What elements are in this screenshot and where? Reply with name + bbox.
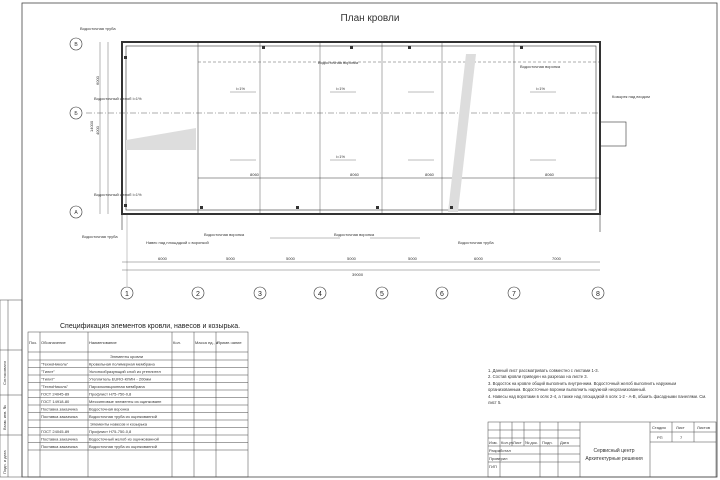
svg-text:6: 6 [440, 291, 444, 298]
spec-title: Спецификация элементов кровли, навесов и козырька. [60, 323, 241, 330]
stamp-project: Сервисный центр [593, 448, 635, 454]
span-dim: 5000 [226, 256, 235, 261]
spec-header-cell: Приме-чание [217, 340, 242, 345]
stamp-col: Лист [513, 440, 522, 445]
side-stamp-label: Подп. и дата [2, 450, 7, 474]
slope-label: i=1% [236, 86, 246, 91]
spec-header-cell: Поз. [29, 340, 37, 345]
span-dim: 6000 [474, 256, 483, 261]
svg-text:1: 1 [125, 291, 129, 298]
spec-cell: "Тилит" [41, 376, 55, 382]
svg-text:3: 3 [258, 291, 262, 298]
svg-text:8: 8 [596, 291, 600, 298]
label-funnel-top: Водосточная воронка [318, 60, 359, 65]
svg-text:А: А [74, 210, 78, 216]
canopy-right [600, 122, 626, 146]
note: 4. Навесы над воротами в осях 2-4, а также над площадкой в осях 1-2 - А-В, обшить фасадными панелями. См. лист 5. [488, 393, 707, 406]
spec-cell: "ТехноНиколь" [41, 384, 69, 389]
bay-label-2: 8060 [350, 172, 359, 177]
svg-text:Б: Б [74, 111, 78, 117]
stamp-sheet: 7 [680, 435, 683, 440]
svg-text:4: 4 [318, 291, 322, 298]
span-dim: 5000 [286, 256, 295, 261]
label-canopy-funnel: Водосточная воронка [204, 232, 245, 237]
span-dim: 5000 [347, 256, 356, 261]
label-drain-pipe: Водосточная труба [80, 26, 116, 31]
stamp-sheet-label: Лист [676, 425, 685, 430]
stamp-stage: РП [657, 435, 663, 440]
spec-cell: Кровельная полимерная мембрана [89, 361, 155, 367]
slope-label: i=1% [336, 86, 346, 91]
label-funnel-top-right: Водосточная воронка [520, 64, 561, 69]
bay-label-3: 8060 [425, 172, 434, 177]
stamp-section: Архитектурные решения [585, 456, 643, 462]
label-funnel-bottom: Водосточная воронка [334, 232, 375, 237]
spec-cell: ГОСТ 24045-89 [41, 391, 70, 397]
bay-label-4: 8060 [545, 172, 554, 177]
spec-cell: Профлист Н75-750-0,8 [89, 391, 132, 397]
spec-cell: Уклонообразующий слой из утеплител [89, 369, 161, 374]
spec-cell: "Тилит" [41, 369, 55, 374]
svg-text:В: В [74, 42, 78, 48]
svg-text:2: 2 [196, 291, 200, 298]
canopy-left [126, 128, 196, 150]
side-dim: 4000 [95, 126, 100, 135]
spec-header-cell: Масса ед., кг [195, 340, 219, 345]
gutter-slope [448, 54, 476, 212]
stamp-col: Дата [560, 440, 569, 445]
spec-cell: Водосточный желоб из оцинкованной [89, 436, 159, 442]
dim-chain [122, 262, 600, 270]
label-canopy-bottom: Навес над площадкой с воронкой [146, 240, 209, 245]
label-drain-pipe-bottom-left: Водосточная труба [82, 234, 118, 239]
spec-cell: Профлист Н75-750-0,8 [89, 429, 132, 434]
spec-section-title: Элементы кровли [110, 354, 144, 359]
spec-cell: Водосточная труба из оцинкованной [89, 414, 158, 419]
spec-cell: Водосточная труба из оцинкованной [89, 444, 158, 449]
spec-cell: Утеплитель EURO-КЛИН - 200мм [89, 376, 152, 382]
label-gutter-left-2: Водосточный желоб i=1% [94, 192, 142, 197]
stamp-sheets-label: Листов [697, 425, 710, 430]
note: 3. Водосток на кровле общий выполнить внутренним. Водосточный желоб выполнить наружным организованным. Водосточные воронки выполнить наружной неорганизованный. [488, 380, 677, 393]
axis-numbers [121, 214, 604, 299]
plan-title: План кровли [340, 13, 400, 24]
stamp-stage-label: Стадия [652, 425, 666, 430]
stamp-col: Подп. [542, 440, 553, 445]
stamp-role: ГИП [489, 464, 497, 469]
spec-header-cell: Обозначение [41, 340, 66, 345]
spec-cell: ГОСТ 14918-80 [41, 399, 70, 404]
spec-cell: Поставка заказчика [41, 414, 78, 419]
slope-arrows [230, 92, 556, 238]
side-stamp-label: Согласовано [2, 360, 7, 385]
spec-cell: Мессинговые элементы из оцинкованн [89, 399, 162, 404]
spec-cell: Поставка заказчика [41, 444, 78, 449]
spec-cell: Поставка заказчика [41, 436, 78, 442]
slope-label: i=1% [336, 154, 346, 159]
label-canopy-right: Козырек над входом [612, 94, 650, 99]
stamp-col: Кол.уч [501, 440, 513, 445]
note: 2. Состав кровли приведен на разрезах на листе 3. [488, 374, 588, 380]
spec-cell: ГОСТ 24045-89 [41, 429, 70, 434]
spec-header-cell: Кол. [173, 340, 181, 345]
spec-cell: Пароизоляционная мембрана [89, 384, 145, 389]
span-dim: 5000 [408, 256, 417, 261]
spec-table-text [29, 340, 242, 449]
label-drain-pipe-bottom-right: Водосточная труба [458, 240, 494, 245]
side-dim-total: 14000 [89, 120, 94, 132]
span-dim: 6000 [158, 256, 167, 261]
note: 1. Данный лист рассматривать совместно с листами 1-3. [488, 368, 599, 373]
spec-cell: "ТехноНиколь" [41, 361, 69, 367]
spec-section-title: Элементы навесов и козырька [90, 421, 147, 427]
total-length: 39000 [352, 272, 364, 277]
svg-text:5: 5 [380, 291, 384, 298]
slope-label: i=1% [536, 86, 546, 91]
stamp-role: Проверил [489, 456, 508, 461]
label-gutter-left: Водосточный желоб i=1% [94, 96, 142, 101]
stamp-role: Разработал [489, 448, 511, 453]
axis-letters [70, 38, 82, 218]
stamp-col: Изм. [489, 440, 498, 445]
span-dim: 7000 [552, 256, 561, 261]
spec-header-cell: Наименование [89, 340, 117, 345]
svg-text:7: 7 [512, 291, 516, 298]
general-notes [488, 368, 710, 406]
bay-label-1: 8060 [250, 172, 259, 177]
stamp-col: № док. [525, 440, 538, 445]
spec-cell: Водосточная воронка [89, 406, 130, 412]
side-dim: 6000 [95, 76, 100, 85]
spec-cell: Поставка заказчика [41, 406, 78, 412]
side-stamp-label: Взам. инв. № [2, 405, 7, 430]
